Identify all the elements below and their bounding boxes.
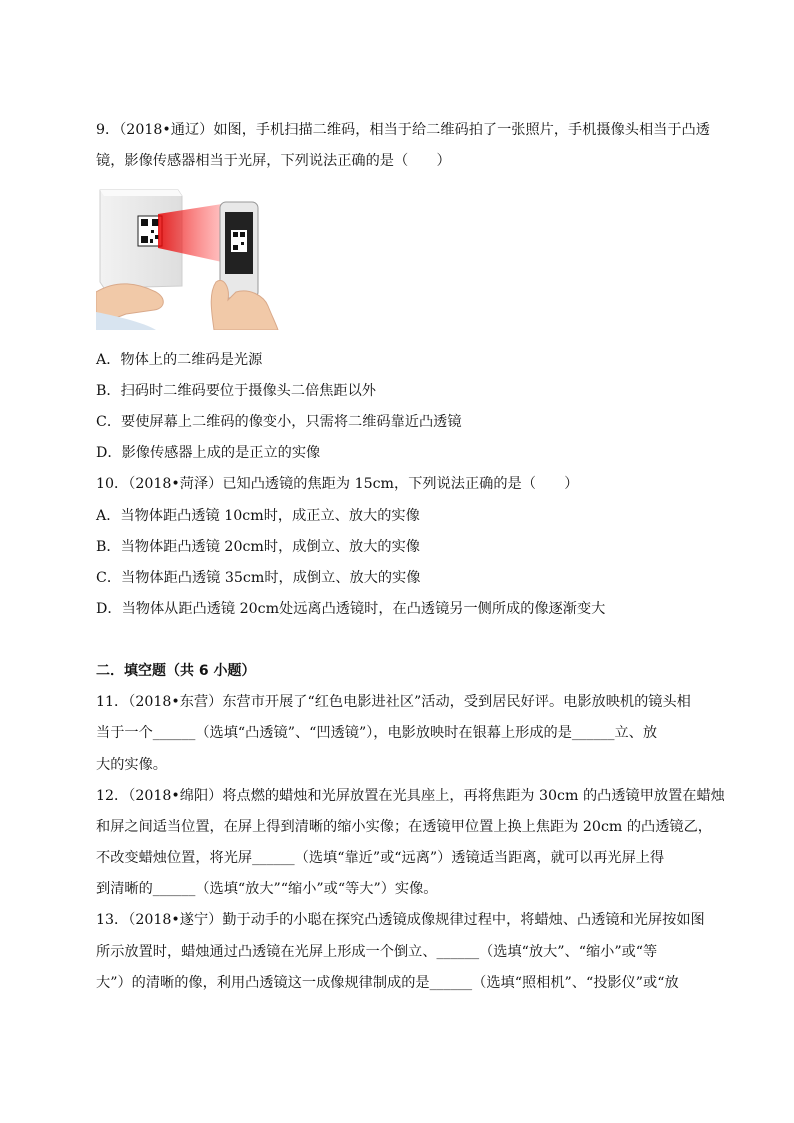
q13-line-1: 13．（2018•遂宁）勤于动手的小聪在探究凸透镜成像规律过程中，将蜡烛、凸透镜和光屏按如图 bbox=[96, 912, 705, 928]
q9-stem-line-2: 镜，影像传感器相当于光屏，下列说法正确的是（ ） bbox=[96, 153, 451, 169]
q10-option-d: D．当物体从距凸透镜 20cm处远离凸透镜时，在凸透镜另一侧所成的像逐渐变大 bbox=[96, 601, 606, 617]
q11-line-3: 大的实像。 bbox=[96, 757, 167, 773]
q12-line-3: 不改变蜡烛位置，将光屏______（选填“靠近”或“远离”）透镜适当距离，就可以再光屏上得 bbox=[96, 850, 665, 866]
q9-option-b: B．扫码时二维码要位于摄像头二倍焦距以外 bbox=[96, 383, 376, 399]
q12-line-2: 和屏之间适当位置，在屏上得到清晰的缩小实像；在透镜甲位置上换上焦距为 20cm 的凸透镜乙， bbox=[96, 819, 712, 835]
qr-scan-photo bbox=[96, 184, 287, 330]
q10-stem: 10．（2018•菏泽）已知凸透镜的焦距为 15cm，下列说法正确的是（ ） bbox=[96, 476, 579, 492]
q11-line-1: 11．（2018•东营）东营市开展了“红色电影进社区”活动，受到居民好评。电影放映机的镜头相 bbox=[96, 694, 691, 710]
section-heading: 二．填空题（共 6 小题） bbox=[96, 663, 256, 679]
q13-line-2: 所示放置时，蜡烛通过凸透镜在光屏上形成一个倒立、______（选填“放大”、“缩小”或“等 bbox=[96, 944, 658, 960]
q12-line-4: 到清晰的______（选填“放大”“缩小”或“等大”）实像。 bbox=[96, 881, 438, 897]
q11-line-2: 当于一个______（选填“凸透镜”、“凹透镜”），电影放映时在银幕上形成的是______立、放 bbox=[96, 725, 658, 741]
q13-line-3: 大”）的清晰的像，利用凸透镜这一成像规律制成的是______（选填“照相机”、“投影仪”或“放 bbox=[96, 975, 679, 991]
q10-option-a: A．当物体距凸透镜 10cm时，成正立、放大的实像 bbox=[96, 508, 420, 524]
q10-option-b: B．当物体距凸透镜 20cm时，成倒立、放大的实像 bbox=[96, 539, 420, 555]
q12-line-1: 12．（2018•绵阳）将点燃的蜡烛和光屏放置在光具座上，再将焦距为 30cm 的凸透镜甲放置在蜡烛 bbox=[96, 788, 725, 804]
q9-option-d: D．影像传感器上成的是正立的实像 bbox=[96, 445, 321, 461]
q9-option-c: C．要使屏幕上二维码的像变小，只需将二维码靠近凸透镜 bbox=[96, 414, 462, 430]
q10-option-c: C．当物体距凸透镜 35cm时，成倒立、放大的实像 bbox=[96, 570, 421, 586]
q9-option-a: A．物体上的二维码是光源 bbox=[96, 352, 263, 368]
q9-stem-line-1: 9．（2018•通辽）如图，手机扫描二维码，相当于给二维码拍了一张照片，手机摄像头相当于凸透 bbox=[96, 122, 710, 138]
